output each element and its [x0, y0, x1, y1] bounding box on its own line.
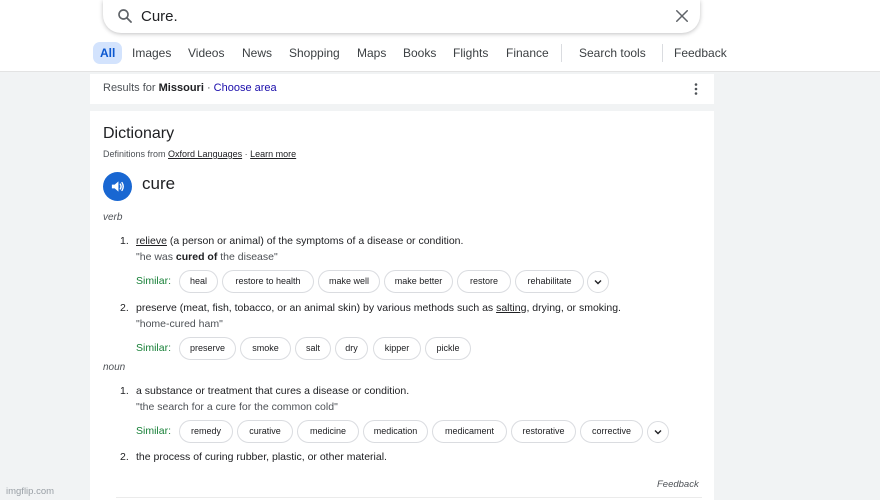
- similar-chip[interactable]: medication: [363, 420, 428, 443]
- watermark: imgflip.com: [6, 486, 55, 497]
- choose-area-link[interactable]: Choose area: [213, 82, 277, 94]
- similar-chip[interactable]: curative: [237, 420, 293, 443]
- dictionary-title: Dictionary: [103, 125, 175, 142]
- learn-more-link[interactable]: Learn more: [250, 149, 297, 159]
- expand-similar-button[interactable]: [587, 271, 609, 293]
- similar-chip[interactable]: corrective: [580, 420, 643, 443]
- similar-chip[interactable]: medicine: [297, 420, 359, 443]
- tab-finance[interactable]: Finance: [506, 46, 549, 60]
- top-bar: [0, 0, 880, 72]
- similar-label: Similar:: [136, 275, 172, 287]
- similar-chip[interactable]: restorative: [511, 420, 576, 443]
- similar-chip[interactable]: pickle: [425, 337, 471, 360]
- similar-label: Similar:: [136, 425, 172, 437]
- definition-number: 1.: [120, 385, 129, 397]
- similar-chip[interactable]: smoke: [240, 337, 291, 360]
- definition-example: "the search for a cure for the common cold": [136, 401, 338, 413]
- tab-images[interactable]: Images: [132, 46, 172, 60]
- dictionary-source: Definitions from Oxford Languages · Learn more: [103, 149, 297, 159]
- part-of-speech-noun: noun: [103, 362, 126, 373]
- dictionary-feedback-link[interactable]: Feedback: [657, 479, 699, 490]
- expand-similar-button[interactable]: [647, 421, 669, 443]
- speaker-icon: [110, 179, 125, 194]
- location-place: Missouri: [158, 82, 204, 94]
- similar-chip[interactable]: make well: [318, 270, 380, 293]
- more-options-icon[interactable]: [690, 82, 702, 96]
- chevron-down-icon: [653, 427, 663, 437]
- oxford-languages-link[interactable]: Oxford Languages: [168, 149, 243, 159]
- tab-videos[interactable]: Videos: [188, 46, 225, 60]
- tab-shopping[interactable]: Shopping: [289, 46, 340, 60]
- tab-books[interactable]: Books: [403, 46, 437, 60]
- similar-chip[interactable]: medicament: [432, 420, 507, 443]
- tab-divider: [662, 44, 663, 62]
- similar-chip[interactable]: dry: [335, 337, 368, 360]
- similar-chip[interactable]: restore: [457, 270, 511, 293]
- similar-chip[interactable]: make better: [384, 270, 453, 293]
- search-icon[interactable]: [116, 7, 134, 25]
- definition-number: 2.: [120, 451, 129, 463]
- definition-text: preserve (meat, fish, tobacco, or an animal skin) by various methods such as salting, drying, or smoking.: [136, 302, 621, 314]
- definition-number: 2.: [120, 302, 129, 314]
- search-input[interactable]: [141, 5, 641, 27]
- definition-text: relieve (a person or animal) of the symptoms of a disease or condition.: [136, 235, 464, 247]
- definition-example: "he was cured of the disease": [136, 251, 278, 263]
- definition-text: a substance or treatment that cures a disease or condition.: [136, 385, 410, 397]
- divider: [116, 497, 702, 498]
- similar-chip[interactable]: remedy: [179, 420, 233, 443]
- tab-flights[interactable]: Flights: [453, 46, 489, 60]
- salting-link[interactable]: salting: [496, 302, 527, 314]
- similar-chip[interactable]: rehabilitate: [515, 270, 584, 293]
- similar-chip[interactable]: heal: [179, 270, 218, 293]
- definition-number: 1.: [120, 235, 129, 247]
- definition-text: the process of curing rubber, plastic, or other material.: [136, 451, 387, 463]
- similar-chip[interactable]: preserve: [179, 337, 236, 360]
- definition-example: "home-cured ham": [136, 318, 223, 330]
- similar-chip[interactable]: salt: [295, 337, 331, 360]
- chevron-down-icon: [593, 277, 603, 287]
- similar-label: Similar:: [136, 342, 172, 354]
- pronunciation-button[interactable]: [103, 172, 132, 201]
- tab-news[interactable]: News: [242, 46, 273, 60]
- tab-maps[interactable]: Maps: [357, 46, 387, 60]
- close-icon[interactable]: [673, 7, 691, 25]
- headword: cure: [142, 174, 176, 193]
- dictionary-card: [90, 111, 714, 500]
- tab-divider: [561, 44, 562, 62]
- location-text: Results for Missouri · Choose area: [103, 82, 277, 94]
- part-of-speech-verb: verb: [103, 212, 123, 223]
- search-box[interactable]: [103, 0, 700, 33]
- tab-all[interactable]: All: [93, 42, 122, 64]
- search-tools-button[interactable]: Search tools: [579, 46, 646, 60]
- location-card: [90, 74, 714, 104]
- similar-chip[interactable]: kipper: [373, 337, 421, 360]
- similar-chip[interactable]: restore to health: [222, 270, 314, 293]
- relieve-link[interactable]: relieve: [136, 235, 167, 247]
- feedback-link[interactable]: Feedback: [674, 46, 727, 60]
